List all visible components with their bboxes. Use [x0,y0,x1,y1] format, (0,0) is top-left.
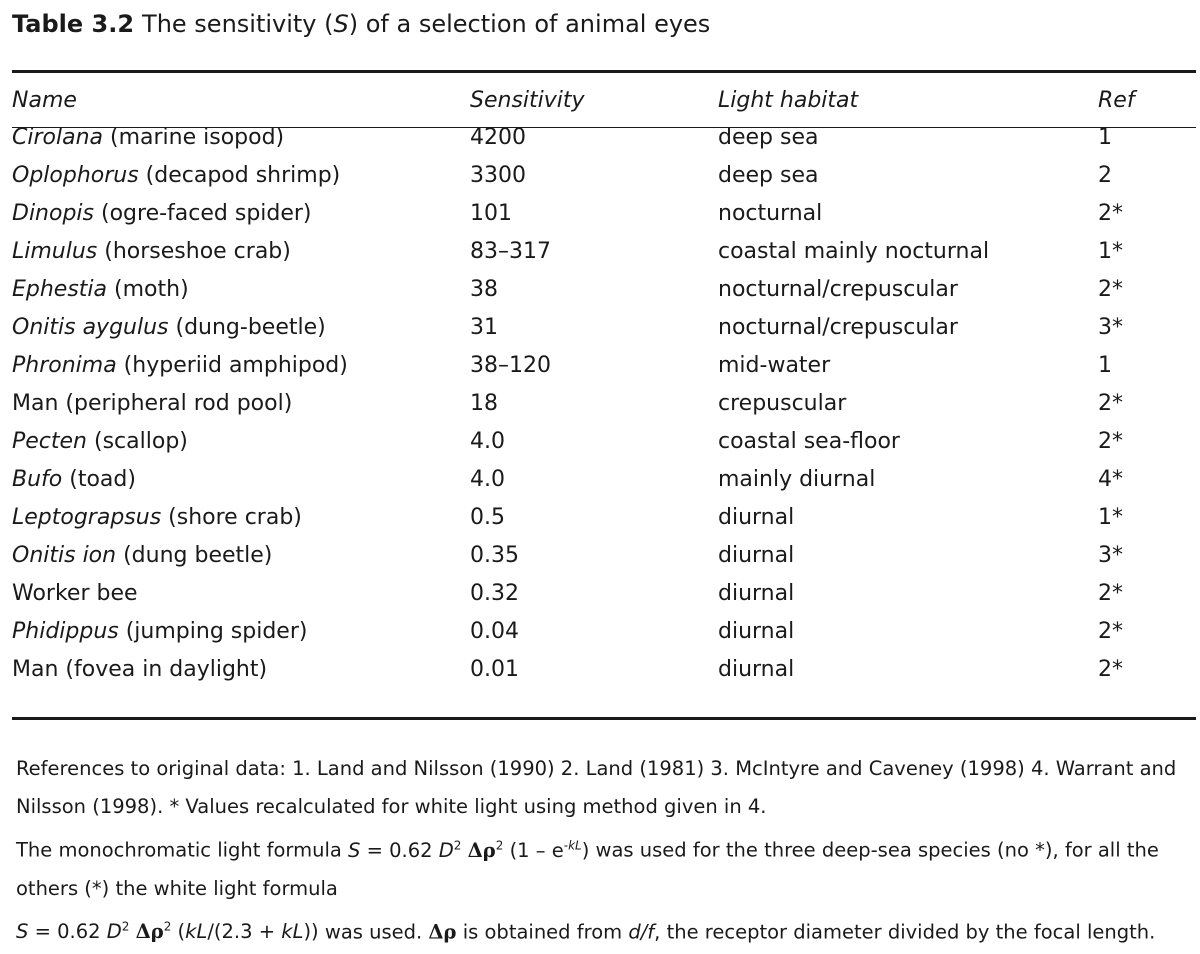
light-habitat-cell: coastal mainly nocturnal [718,238,990,264]
name-cell [12,460,470,498]
genus-name: Phronima [12,352,117,378]
header-sensitivity: Sensitivity [470,87,585,113]
ref-cell: 1* [1098,504,1123,530]
header-row [12,82,1196,118]
name-cell [12,270,470,308]
sensitivity-cell: 101 [470,200,512,226]
table-row [12,384,1196,422]
genus-name: Phidippus [12,618,119,644]
common-name: (marine isopod) [103,124,285,150]
ref-cell: 4* [1098,466,1123,492]
light-habitat-cell: mainly diurnal [718,466,876,492]
sensitivity-cell: 0.32 [470,580,519,606]
name-cell [12,536,470,574]
common-name: (ogre-faced spider) [94,200,312,226]
sensitivity-cell: 0.04 [470,618,519,644]
table-row [12,612,1196,650]
table-row [12,574,1196,612]
name-cell [12,232,470,270]
genus-name: Cirolana [12,124,103,150]
header-name: Name [12,87,77,113]
light-habitat-cell: diurnal [718,580,795,606]
sensitivity-cell: 4.0 [470,428,505,454]
light-habitat-cell: nocturnal [718,200,823,226]
white-formula-note: S = 0.62 $D^2$ $\Delta\rho^2$ (kL/(2.3 + kL)) was used. Δρ is obtained from d/f, the receptor diameter divided by the focal length. [16,919,1156,943]
common-name: (moth) [107,276,189,302]
sensitivity-cell: 0.01 [470,656,519,682]
ref-cell: 2* [1098,656,1123,682]
name-cell [12,384,470,422]
common-name: (hyperiid amphipod) [116,352,348,378]
table-body [12,118,1196,688]
table-caption [12,10,710,38]
white-formula: S = 0.62 $D^2$ $\Delta\rho^2$ (kL/(2.3 + kL)) [16,919,319,943]
table-row [12,194,1196,232]
sensitivity-cell: 0.5 [470,504,505,530]
common-name: Man (fovea in daylight) [12,656,268,682]
ref-cell: 1* [1098,238,1123,264]
light-habitat-cell: diurnal [718,618,795,644]
table-row [12,650,1196,688]
sensitivity-cell: 3300 [470,162,526,188]
common-name: Worker bee [12,580,138,606]
table-row [12,232,1196,270]
light-habitat-cell: nocturnal/crepuscular [718,314,958,340]
table-label: Table 3.2 [12,10,135,38]
genus-name: Leptograpsus [12,504,162,530]
table-row [12,536,1196,574]
ref-cell: 2 [1098,162,1112,188]
genus-name: Dinopis [12,200,94,226]
common-name: (horseshoe crab) [97,238,291,264]
mono-formula: S = 0.62 $D^2$ $\Delta\rho^2$ $(1 - e^{-kL})$ [348,838,590,862]
name-cell [12,612,470,650]
sensitivity-cell: 18 [470,390,498,416]
table-row [12,156,1196,194]
light-habitat-cell: diurnal [718,542,795,568]
table-row [12,346,1196,384]
light-habitat-cell: crepuscular [718,390,847,416]
ref-cell: 2* [1098,618,1123,644]
common-name: Man (peripheral rod pool) [12,390,293,416]
table-row [12,118,1196,156]
light-habitat-cell: mid-water [718,352,831,378]
name-cell [12,156,470,194]
common-name: (shore crab) [161,504,302,530]
df-term: d/f [628,920,655,943]
name-cell [12,498,470,536]
name-cell [12,422,470,460]
table-row [12,422,1196,460]
common-name: (dung-beetle) [168,314,326,340]
ref-cell: 2* [1098,276,1123,302]
delta-rho-symbol: Δρ [428,920,457,943]
table-row [12,460,1196,498]
table-notes [16,750,1194,951]
name-cell [12,118,470,156]
caption-text-before: The sensitivity ( [142,10,334,38]
light-habitat-cell: diurnal [718,504,795,530]
ref-cell: 3* [1098,314,1123,340]
name-cell [12,194,470,232]
genus-name: Limulus [12,238,98,264]
genus-name: Oplophorus [12,162,139,188]
sensitivity-cell: 38–120 [470,352,551,378]
header-light-habitat: Light habitat [718,87,859,113]
common-name: (scallop) [87,428,188,454]
ref-cell: 3* [1098,542,1123,568]
sensitivity-cell: 31 [470,314,498,340]
ref-cell: 2* [1098,390,1123,416]
bottom-rule [12,717,1196,720]
table-row [12,270,1196,308]
name-cell [12,308,470,346]
genus-name: Onitis ion [12,542,117,568]
genus-name: Pecten [12,428,88,454]
ref-cell: 2* [1098,428,1123,454]
genus-name: Bufo [12,466,63,492]
light-habitat-cell: deep sea [718,124,819,150]
light-habitat-cell: deep sea [718,162,819,188]
common-name: (decapod shrimp) [138,162,341,188]
common-name: (dung beetle) [116,542,273,568]
sensitivity-table [12,82,1196,688]
name-cell [12,574,470,612]
ref-cell: 2* [1098,580,1123,606]
name-cell [12,650,470,688]
sensitivity-cell: 83–317 [470,238,551,264]
table-row [12,498,1196,536]
top-rule [12,70,1196,73]
ref-cell: 2* [1098,200,1123,226]
header-ref: Ref [1098,87,1135,113]
ref-cell: 1 [1098,124,1112,150]
genus-name: Ephestia [12,276,108,302]
monochromatic-formula-note: The monochromatic light formula S = 0.62 $D^2$ $\Delta\rho^2$ $(1 - e^{-kL})$ was used for the three deep-sea species (no *), for all the others (*) the white light formula [16,838,1159,900]
common-name: (toad) [62,466,136,492]
sensitivity-cell: 4200 [470,124,526,150]
ref-cell: 1 [1098,352,1112,378]
sensitivity-cell: 0.35 [470,542,519,568]
light-habitat-cell: nocturnal/crepuscular [718,276,958,302]
light-habitat-cell: diurnal [718,656,795,682]
name-cell [12,346,470,384]
light-habitat-cell: coastal sea-floor [718,428,900,454]
common-name: (jumping spider) [118,618,308,644]
genus-name: Onitis aygulus [12,314,169,340]
references-note: References to original data: 1. Land and Nilsson (1990) 2. Land (1981) 3. McIntyre and Caveney (1998) 4. Warrant and Nilsson (1998). * Values recalculated for white light using method given in 4. [16,757,1177,818]
table-row [12,308,1196,346]
caption-text-after: ) of a selection of animal eyes [348,10,711,38]
sensitivity-cell: 4.0 [470,466,505,492]
sensitivity-cell: 38 [470,276,498,302]
caption-symbol: S [333,10,349,38]
